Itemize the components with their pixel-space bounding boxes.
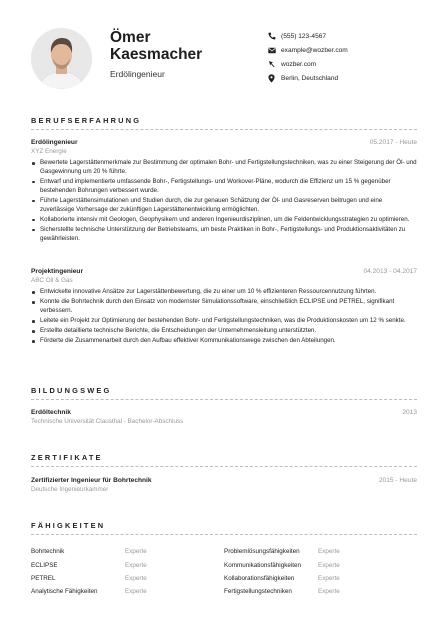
- skill-name: Problemlösungsfähigkeiten: [224, 548, 300, 556]
- skill-level: Experte: [125, 574, 147, 582]
- candidate-name: [110, 29, 260, 63]
- skill-name: Kollaborationsfähigkeiten: [224, 574, 295, 582]
- contact-email-text[interactable]: example@wozber.com: [281, 46, 348, 54]
- education-entry: [31, 409, 417, 427]
- list-item: Erstellte detaillierte technische Berichte, die Entscheidungen der Unternehmensleitung unterstützten.: [31, 327, 417, 336]
- contact-location-text: Berlin, Deutschland: [281, 74, 339, 82]
- skill-level: Experte: [125, 561, 147, 569]
- certificate-entry: [31, 477, 417, 495]
- skills-row: [31, 585, 417, 598]
- skill-level: Experte: [318, 561, 340, 569]
- certificate-name: Zertifizierter Ingenieur für Bohrtechnik: [31, 477, 152, 484]
- section-title-skills: FÄHIGKEITEN: [31, 521, 106, 530]
- experience-title: Erdölingenieur: [31, 139, 78, 146]
- experience-entry-2: [31, 268, 417, 347]
- list-item: Entwarf und implementierte umfassende Bohr-, Fertigstellungs- und Workover-Pläne, wodurch die Effizienz um 15 % gegenüber bestehenden Bohrungen verbessert wurde.: [31, 178, 417, 196]
- contact-email[interactable]: [268, 43, 348, 57]
- education-year: 2013: [402, 409, 417, 416]
- email-icon: [268, 45, 280, 55]
- section-divider: [31, 399, 417, 400]
- list-item: Führte Lagerstättensimulationen und Studien durch, die zur genauen Schätzung der Öl- und Gasreserven beitrugen und eine zuverlässige Vorhersage der zukünftigen Lagerstättenentwicklung ermöglichten.: [31, 197, 417, 215]
- skills-table: [31, 545, 417, 599]
- skills-row: [31, 572, 417, 585]
- skill-level: Experte: [318, 548, 340, 556]
- contact-website[interactable]: [268, 57, 348, 71]
- contact-phone-text: (555) 123-4567: [281, 32, 327, 40]
- experience-dates: 05.2017 - Heute: [369, 139, 417, 146]
- name-last: Kaesmacher: [110, 46, 203, 63]
- experience-bullets: [31, 288, 417, 346]
- experience-company: ABC Oil & Gas: [31, 277, 73, 284]
- skill-name: Kommunikationsfähigkeiten: [224, 561, 302, 569]
- contact-phone: [268, 29, 348, 43]
- list-item: Leitete ein Projekt zur Optimierung der bestehenden Bohr- und Fertigstellungstechniken, was die Produktionskosten um 12 % senkte.: [31, 317, 417, 326]
- name-first: Ömer: [110, 29, 151, 46]
- skills-row: [31, 558, 417, 571]
- experience-bullets: [31, 159, 417, 243]
- contact-location: [268, 71, 348, 85]
- certificate-issuer: Deutsche Ingenieurkammer: [31, 486, 109, 493]
- skill-name: Fertigstellungstechniken: [224, 588, 292, 596]
- skill-name: ECLIPSE: [31, 561, 58, 569]
- section-divider: [31, 129, 417, 130]
- skill-level: Experte: [125, 588, 147, 596]
- education-school: Technische Universität Clausthal - Bachelor-Abschluss: [31, 418, 184, 425]
- contact-website-text[interactable]: wozber.com: [281, 60, 317, 68]
- experience-company: XYZ Energie: [31, 148, 67, 155]
- education-degree: Erdöltechnik: [31, 409, 71, 416]
- list-item: Bewertete Lagerstättenmerkmale zur Bestimmung der optimalen Bohr- und Fertigstellungstechniken, was zu einer Steigerung der Öl- und Gasgewinnung um 20 % führte.: [31, 159, 417, 177]
- avatar-illustration: [31, 28, 92, 89]
- experience-title: Projektingenieur: [31, 268, 84, 275]
- skill-name: Bohrtechnik: [31, 548, 65, 556]
- skill-level: Experte: [318, 574, 340, 582]
- skill-name: Analytische Fähigkeiten: [31, 588, 98, 596]
- skills-row: [31, 545, 417, 558]
- skill-name: PETREL: [31, 574, 56, 582]
- section-title-education: BILDUNGSWEG: [31, 386, 112, 395]
- list-item: Entwickelte innovative Ansätze zur Lagerstättenbewertung, die zu einer um 10 % effizienteren Ressourcennutzung führten.: [31, 288, 417, 297]
- list-item: Konnte die Bohrtechnik durch den Einsatz von modernster Simulationssoftware, einschließlich ECLIPSE und PETREL, signifikant verbessern.: [31, 298, 417, 316]
- experience-entry-1: [31, 139, 417, 245]
- section-title-certificates: ZERTIFIKATE: [31, 453, 103, 462]
- section-divider: [31, 534, 417, 535]
- link-icon: [268, 59, 280, 69]
- section-divider: [31, 466, 417, 467]
- job-title: Erdölingenieur: [110, 69, 165, 79]
- list-item: Sicherstellte technische Unterstützung der Betriebsteams, um beste Praktiken in Bohr-, Fertigstellungs- und Produktionsaktivitäten zu gewährleisten.: [31, 226, 417, 244]
- skill-level: Experte: [125, 548, 147, 556]
- section-title-experience: BERUFSERFAHRUNG: [31, 116, 142, 125]
- skill-level: Experte: [318, 588, 340, 596]
- profile-photo: [31, 28, 92, 89]
- list-item: Förderte die Zusammenarbeit durch den Aufbau effektiver Kommunikationswege zwischen den Abteilungen.: [31, 337, 417, 346]
- certificate-dates: 2015 - Heute: [378, 477, 417, 484]
- list-item: Kollaborierte intensiv mit Geologen, Geophysikern und anderen Ingenieurdisziplinen, um die Feldentwicklungsstrategien zu optimieren.: [31, 216, 417, 225]
- experience-dates: 04.2013 - 04.2017: [363, 268, 417, 275]
- location-icon: [268, 73, 280, 83]
- contact-list: [268, 29, 348, 85]
- phone-icon: [268, 31, 280, 41]
